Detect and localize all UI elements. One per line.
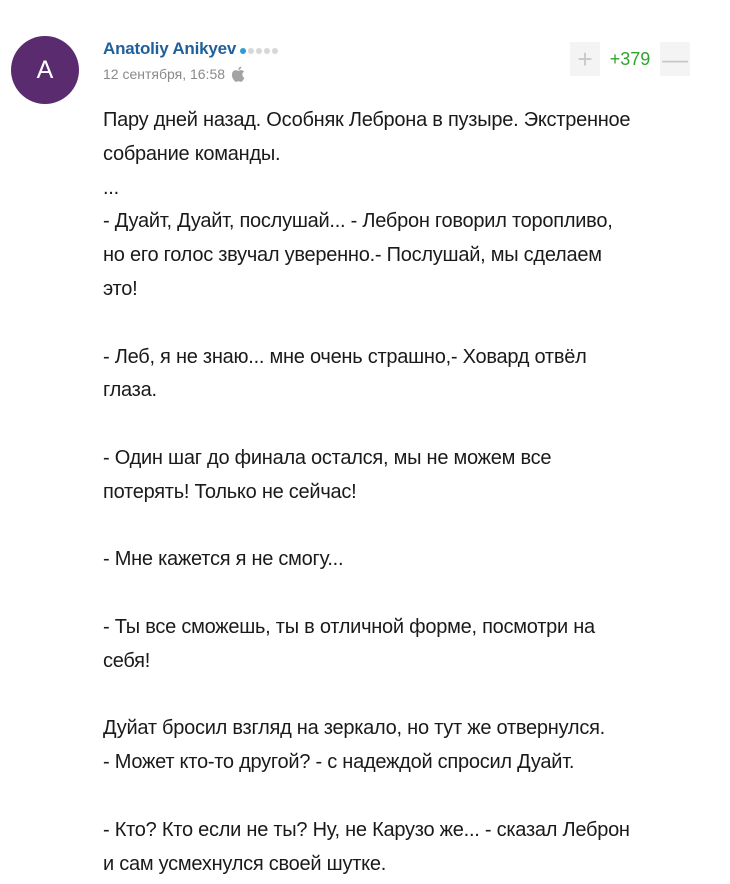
- comment-blank-line: [103, 307, 713, 341]
- upvote-button[interactable]: [570, 42, 600, 76]
- comment-line: Дуйат бросил взгляд на зеркало, но тут же отвернулся.: [103, 717, 605, 740]
- minus-icon: —: [662, 44, 688, 74]
- downvote-button[interactable]: [660, 42, 690, 76]
- comment-blank-line: [103, 679, 713, 713]
- vote-count: +379: [609, 48, 651, 69]
- comment-meta: [103, 64, 245, 84]
- comment-line: - Дуайт, Дуайт, послушай... - Леброн говорил торопливо,: [103, 210, 613, 233]
- comment-line: это!: [103, 277, 138, 300]
- rating-dot: [240, 48, 246, 54]
- apple-icon: [231, 66, 245, 82]
- comment-line: - Ты все сможешь, ты в отличной форме, посмотри на: [103, 615, 595, 638]
- comment-blank-line: [103, 510, 713, 544]
- comment-line: - Может кто-то другой? - с надеждой спросил Дуайт.: [103, 751, 575, 774]
- comment-line: себя!: [103, 649, 151, 672]
- comment-line: - Кто? Кто если не ты? Ну, не Карузо же... - сказал Леброн: [103, 818, 630, 841]
- comment-blank-line: [103, 408, 713, 442]
- comment-line: и сам усмехнулся своей шутке.: [103, 852, 387, 875]
- comment-line: - Один шаг до финала остался, мы не можем все: [103, 446, 552, 469]
- plus-icon: +: [577, 44, 593, 74]
- author-rating-dots: [240, 48, 280, 54]
- comment-line: - Мне кажется я не смогу...: [103, 548, 344, 571]
- comment-blank-line: [103, 577, 713, 611]
- avatar[interactable]: A: [11, 36, 79, 104]
- comment-line: ...: [103, 176, 119, 199]
- rating-dot: [264, 48, 270, 54]
- comment-blank-line: [103, 780, 713, 814]
- comment-line: но его голос звучал уверенно.- Послушай, мы сделаем: [103, 244, 602, 267]
- comment-timestamp: 12 сентября, 16:58: [103, 66, 226, 82]
- comment-text: [103, 104, 713, 881]
- comment-line: потерять! Только не сейчас!: [103, 480, 357, 503]
- author-row: [103, 38, 280, 60]
- comment-line: глаза.: [103, 379, 157, 402]
- rating-dot: [272, 48, 278, 54]
- author-name[interactable]: Anatoliy Anikyev: [103, 39, 237, 58]
- rating-dot: [256, 48, 262, 54]
- comment-line: собрание команды.: [103, 142, 281, 165]
- vote-box: [570, 42, 690, 76]
- rating-dot: [248, 48, 254, 54]
- comment-line: Пару дней назад. Особняк Леброна в пузыре. Экстренное: [103, 109, 631, 131]
- comment-line: - Леб, я не знаю... мне очень страшно,- Ховард отвёл: [103, 345, 587, 368]
